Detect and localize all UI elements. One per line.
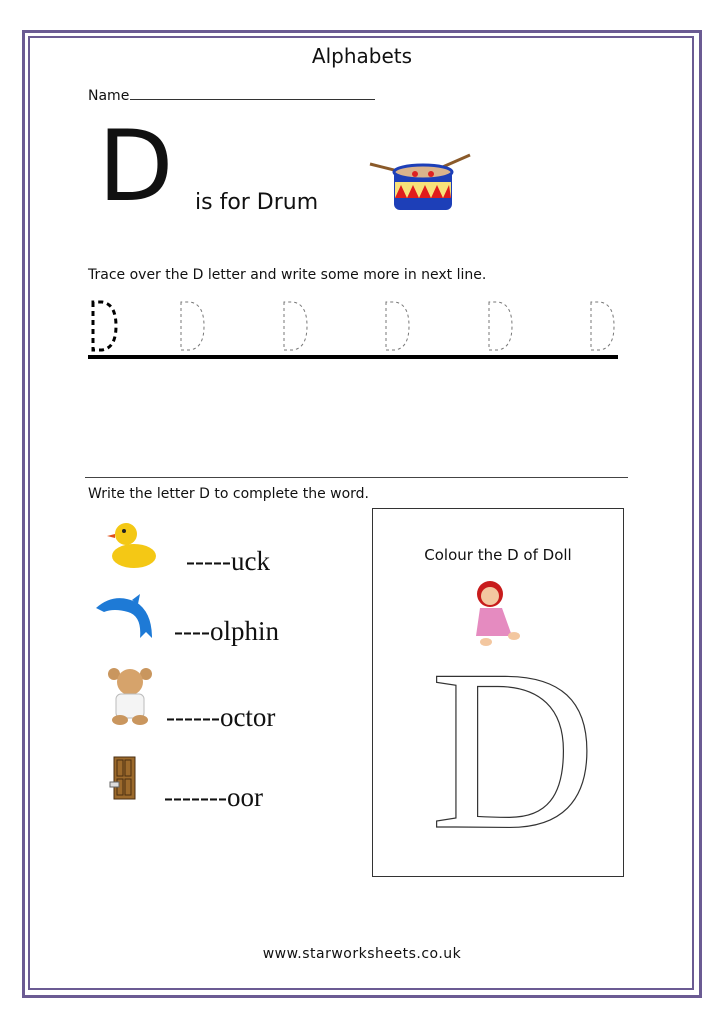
feature-letter: D <box>98 110 174 224</box>
word-item-doctor: ------octor <box>166 702 276 732</box>
complete-word-instruction: Write the letter D to complete the word. <box>88 486 370 502</box>
word-item-door: -------oor <box>164 782 263 812</box>
drum-icon <box>368 152 472 214</box>
tracing-instruction: Trace over the D letter and write some more in next line. <box>88 267 487 283</box>
doctor-bear-icon <box>106 666 158 726</box>
duck-icon <box>106 520 158 570</box>
door-icon <box>110 756 136 802</box>
word-item-duck: -----uck <box>186 546 270 576</box>
feature-caption: is for Drum <box>195 190 319 215</box>
trace-letter[interactable] <box>90 300 120 354</box>
word-item-dolphin: ----olphin <box>174 616 279 646</box>
outline-letter: D <box>430 622 597 877</box>
colour-letter-d[interactable] <box>430 622 597 877</box>
name-label: Name <box>88 88 130 104</box>
trace-letter[interactable] <box>486 300 516 354</box>
name-field[interactable] <box>88 88 375 104</box>
colour-box-title: Colour the D of Doll <box>424 546 572 564</box>
trace-letter[interactable] <box>588 300 618 354</box>
trace-letter[interactable] <box>383 300 413 354</box>
section-divider <box>85 477 628 478</box>
footer-url[interactable]: www.starworksheets.co.uk <box>262 946 462 962</box>
trace-letter[interactable] <box>281 300 311 354</box>
trace-letter[interactable] <box>178 300 208 354</box>
name-line[interactable] <box>130 99 375 100</box>
dolphin-icon <box>94 592 156 642</box>
writing-baseline <box>88 355 618 359</box>
page-title: Alphabets <box>311 44 413 68</box>
